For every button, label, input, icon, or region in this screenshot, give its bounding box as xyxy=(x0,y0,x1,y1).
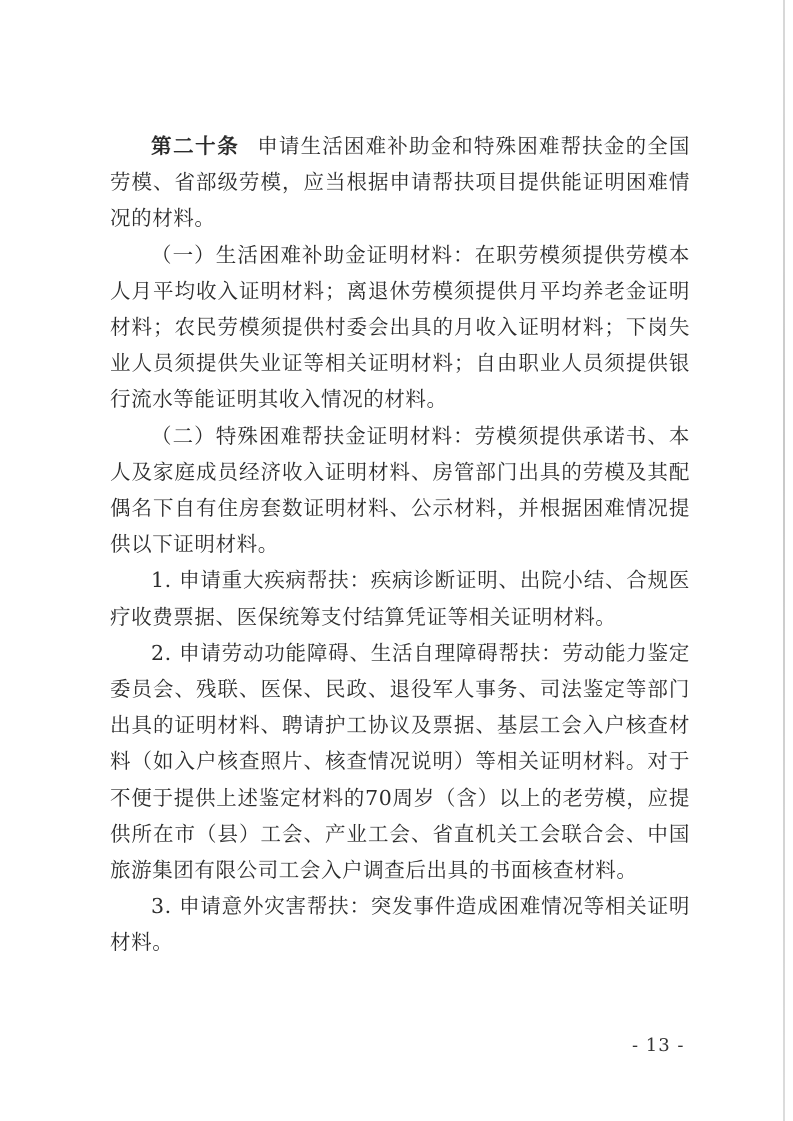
paragraph-special-assistance: （二）特殊困难帮扶金证明材料：劳模须提供承诺书、本人及家庭成员经济收入证明材料、房管部门出具的劳模及其配偶名下自有住房套数证明材料、公示材料，并根据困难情况提供以下证明材料。 xyxy=(110,423,690,557)
paragraph-living-subsidy: （一）生活困难补助金证明材料：在职劳模须提供劳模本人月平均收入证明材料；离退休劳模须提供月平均养老金证明材料；农民劳模须提供村委会出具的月收入证明材料；下岗失业人员须提供失业证等相关证明材料；自由职业人员须提供银行流水等能证明其收入情况的材料。 xyxy=(110,242,690,412)
article-paragraph xyxy=(110,128,690,237)
article-number: 第二十条 xyxy=(151,134,240,158)
page-number: - 13 - xyxy=(632,1035,685,1056)
paragraph-item-1: 1. 申请重大疾病帮扶：疾病诊断证明、出院小结、合规医疗收费票据、医保统筹支付结算凭证等相关证明材料。 xyxy=(110,568,690,629)
scan-edge-line xyxy=(783,0,785,1121)
article-text: 申请生活困难补助金和特殊困难帮扶金的全国劳模、省部级劳模，应当根据申请帮扶项目提供能证明困难情况的材料。 xyxy=(110,134,691,231)
paragraph-item-3: 3. 申请意外灾害帮扶：突发事件造成困难情况等相关证明材料。 xyxy=(110,894,690,955)
paragraph-item-2: 2. 申请劳动功能障碍、生活自理障碍帮扶：劳动能力鉴定委员会、残联、医保、民政、退役军人事务、司法鉴定等部门出具的证明材料、聘请护工协议及票据、基层工会入户核查材料（如入户核查照片、核查情况说明）等相关证明材料。对于不便于提供上述鉴定材料的70周岁（含）以上的老劳模，应提供所在市（县）工会、产业工会、省直机关工会联合会、中国旅游集团有限公司工会入户调查后出具的书面核查材料。 xyxy=(110,640,690,883)
document-body xyxy=(110,128,690,961)
